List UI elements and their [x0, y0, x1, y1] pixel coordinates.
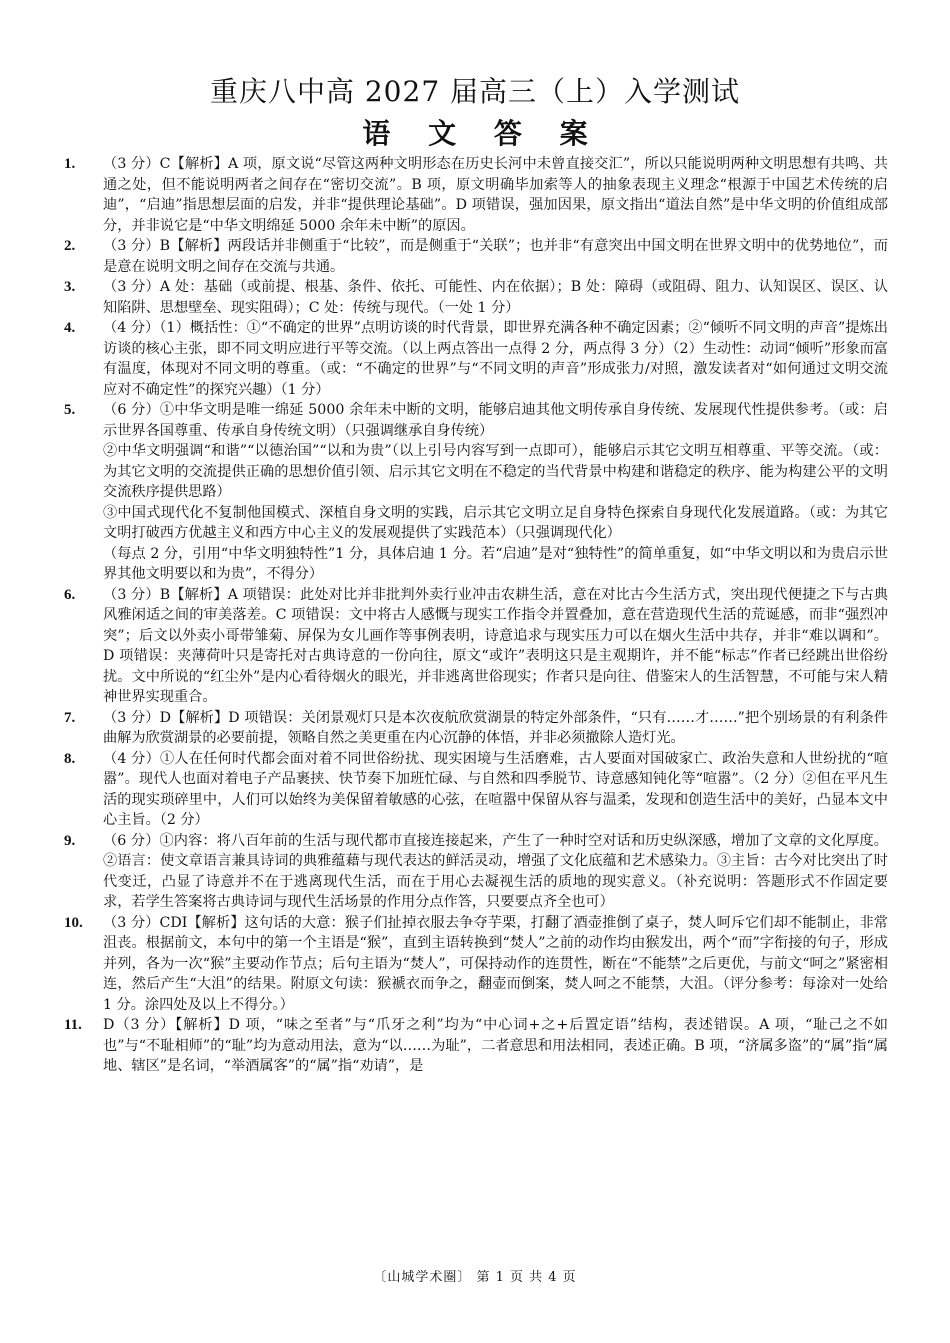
answer-paragraph: （3 分）D【解析】D 项错误：关闭景观灯只是本次夜航欣赏湖景的特定外部条件，“只有……才……”把个别场景的有利条件曲解为欣赏湖景的必要前提，领略自然之美更重在内心沉静的体悟，并非必须撤除人造灯光。	[103, 709, 888, 746]
answer-paragraph: （3 分）CDI【解析】这句话的大意：猴子们扯掉衣服去争夺芋栗，打翻了酒壶推倒了桌子，焚人呵斥它们却不能制止，非常沮丧。根据前文，本句中的第一个主语是“猴”，直到主语转换到“焚人”之前的动作均由猴发出，两个“而”字衔接的句子，形成并列，各为一次“猴”主要动作节点；后句主语为“焚人”，可保持动作的连贯性，断在“不能禁”之后更优，与前文“呵之”紧密相连，然后产生“大沮”的结果。附原文句读：猴褫衣而争之，翻壶而倒案，焚人呵之不能禁，大沮。（评分参考：每涂对一处给 1 分。涂四处及以上不得分。）	[103, 914, 888, 1013]
answer-paragraph: （6 分）①中华文明是唯一绵延 5000 余年未中断的文明，能够启迪其他文明传承自身传统、发展现代性提供参考。（或：启示世界各国尊重、传承自身传统文明）（只强调继承自身传统）	[103, 402, 888, 439]
answer-paragraph: （3 分）A 处：基础（或前提、根基、条件、依托、可能性、内在依据）；B 处：障碍（或阻碍、阻力、认知误区、误区、认知陷阱、思想壁垒、现实阻碍）；C 处：传统与现代。（一处 1 分）	[103, 279, 888, 316]
answer-item	[64, 318, 888, 400]
answer-item	[64, 400, 888, 585]
answer-paragraph: （4 分）①人在任何时代都会面对着不同世俗纷扰、现实困境与生活磨难，古人要面对国破家亡、政治失意和人世纷扰的“喧嚣”。现代人也面对着电子产品裹挟、快节奏下加班忙碌、与自然和四季脱节、诗意感知钝化等“喧嚣”。（2 分）②但在平凡生活的现实琐碎里中，人们可以始终为美保留着敏感的心弦，在喧嚣中保留从容与温柔，发现和创造生活中的美好，凸显本文中心主旨。（2 分）	[103, 750, 888, 828]
answer-paragraph: ③中国式现代化不复制他国模式、深植自身文明的实践，启示其它文明立足自身特色探索自身现代化发展道路。（或：为其它文明打破西方优越主义和西方中心主义的发展观提供了实践范本）（只强调现代化）	[103, 504, 888, 541]
answer-number: 9.	[64, 832, 76, 849]
page-title: 重庆八中高 2027 届高三（上）入学测试	[209, 75, 741, 108]
page-subtitle: 语 文 答 案	[362, 117, 602, 150]
answer-item	[64, 277, 888, 318]
answer-number: 4.	[64, 320, 76, 336]
answer-item	[64, 913, 888, 1016]
answer-number: 3.	[64, 279, 76, 295]
answer-paragraph: （6 分）①内容：将八百年前的生活与现代都市直接连接起来，产生了一种时空对话和历史纵深感，增加了文章的文化厚度。②语言：使文章语言兼具诗词的典雅蕴藉与现代表达的鲜活灵动，增强了文化底蕴和艺术感染力。③主旨：古今对比突出了时代变迁，凸显了诗意并不在于逃离现代生活，而在于用心去凝视生活的质地的现实意义。（补充说明：答题形式不作固定要求，若学生答案将古典诗词与现代生活场景的作用分点作答，只要要点齐全也可）	[103, 832, 888, 910]
answer-list	[64, 154, 888, 1077]
answer-item	[64, 236, 888, 277]
answer-paragraph: D（3 分）【解析】D 项，“味之至者”与“爪牙之利”均为“中心词+之+后置定语”结构，表述错误。A 项，“耻己之不如也”与“不耻相师”的“耻”均为意动用法，意为“以……为耻”，二者意思和用法相同，表述正确。B 项，“济属多盗”的“属”指“属地、辖区”是名词，“举酒属客”的“属”指“劝请”，是	[103, 1017, 888, 1074]
answer-item	[64, 831, 888, 913]
answer-number: 8.	[64, 750, 76, 767]
page-footer: 〔山城学术圈〕 第 1 页 共 4 页	[373, 1270, 577, 1285]
answer-item	[64, 1015, 888, 1077]
answer-item	[64, 708, 888, 749]
answer-paragraph: （3 分）B【解析】两段话并非侧重于“比较”，而是侧重于“关联”；也并非“有意突出中国文明在世界文明中的优势地位”，而是意在说明文明之间存在交流与共通。	[103, 238, 888, 275]
answer-paragraph: （3 分）C【解析】A 项，原文说“尽管这两种文明形态在历史长河中未曾直接交汇”，所以只能说明两种文明思想有共鸣、共通之处，但不能说明两者之间存在“密切交流”。B 项，原文明确毕加索等人的抽象表现主义理念“根源于中国艺术传统的启迪”，“启迪”指思想层面的启发，并非“提供理论基础”。D 项错误，强加因果，原文指出“道法自然”是中华文明的价值组成部分，并非说它是“中华文明绵延 5000 余年未中断”的原因。	[103, 156, 888, 234]
answer-number: 11.	[64, 1017, 82, 1033]
answer-number: 10.	[64, 914, 83, 931]
answer-number: 5.	[64, 402, 76, 418]
answer-number: 2.	[64, 238, 76, 254]
answer-number: 6.	[64, 586, 76, 603]
answer-item	[64, 154, 888, 236]
answer-item	[64, 585, 888, 708]
answer-paragraph: （每点 2 分，引用“中华文明独特性”1 分，具体启迪 1 分。若“启迪”是对“独特性”的简单重复，如“中华文明以和为贵启示世界其他文明要以和为贵”，不得分）	[103, 545, 888, 582]
answer-item	[64, 749, 888, 831]
answer-paragraph: ②中华文明强调“和谐”“以德治国”“以和为贵”（以上引号内容写到一点即可），能够启示其它文明互相尊重、平等交流。（或：为其它文明的交流提供正确的思想价值引领、启示其它文明在不稳定的当代背景中构建和谐稳定的秩序、能为构建公平的文明交流秩序提供思路）	[103, 443, 888, 500]
answer-number: 1.	[64, 156, 76, 172]
answer-paragraph: （4 分）（1）概括性：①“不确定的世界”点明访谈的时代背景，即世界充满各种不确定因素；②“倾听不同文明的声音”提炼出访谈的核心主张，即不同文明应进行平等交流。（以上两点答出一点得 2 分，两点得 3 分）（2）生动性：动词“倾听”形象而富有温度，体现对不同文明的尊重。（或：“不确定的世界”与“不同文明的声音”形成张力/对照，激发读者对“如何通过文明交流应对不确定性”的探究兴趣）（1 分）	[103, 320, 888, 398]
answer-number: 7.	[64, 709, 76, 726]
answer-paragraph: （3 分）B【解析】A 项错误：此处对比并非批判外卖行业冲击农耕生活，意在对比古今生活方式，突出现代便捷之下与古典风雅闲适之间的审美落差。C 项错误：文中将古人感慨与现实工作指令并置叠加，意在营造现代生活的荒诞感，而非“强烈冲突”；后文以外卖小哥带雏菊、屏保为女儿画作等事例表明，诗意追求与现实压力可以在烟火生活中共存，并非“难以调和”。D 项错误：夹薄荷叶只是寄托对古典诗意的一份向往，原文“或许”表明这只是主观期许，并不能“标志”作者已经跳出世俗纷扰。文中所说的“红尘外”是内心看待烟火的眼光，并非逃离世俗现实；作者只是向往、借鉴宋人的生活智慧，不可能与宋人精神世界实现重合。	[103, 586, 888, 705]
